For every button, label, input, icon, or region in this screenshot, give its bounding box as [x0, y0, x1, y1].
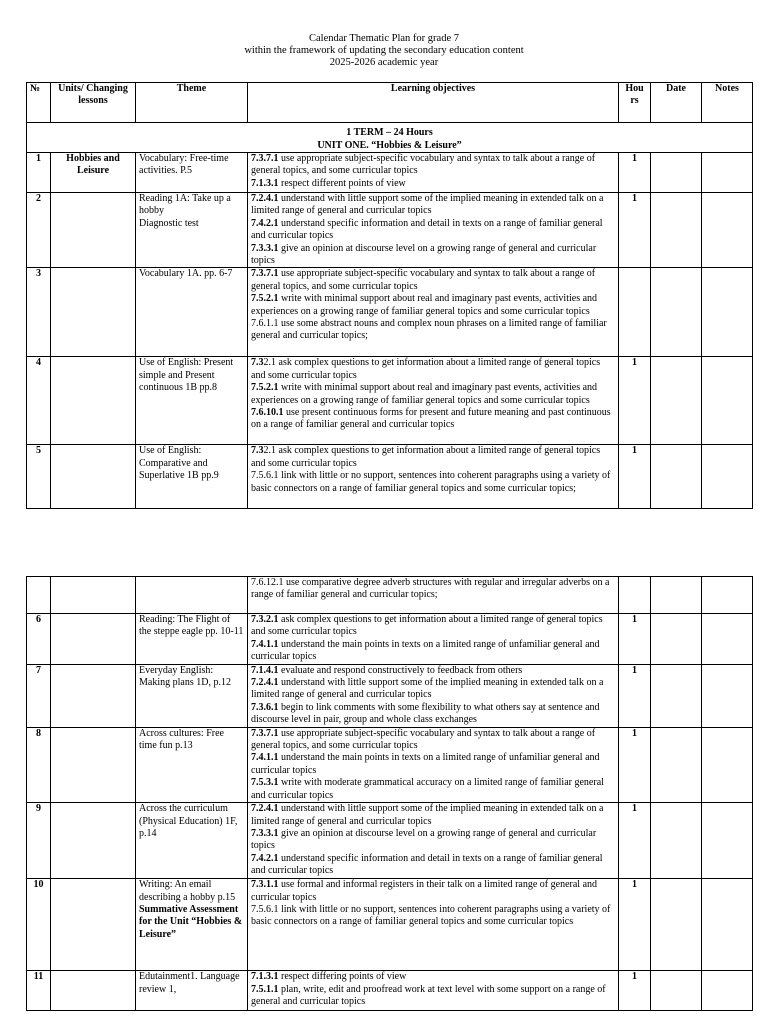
term-heading	[27, 123, 753, 153]
objective-item: 7.5.3.1 write with moderate grammatical accuracy on a limited range of familiar general and curricular topics	[251, 777, 604, 801]
theme-line: Everyday English: Making plans 1D, p.12	[139, 664, 231, 689]
lesson-number: 5	[27, 445, 51, 509]
theme-cell	[136, 445, 248, 509]
lesson-number: 8	[27, 727, 51, 802]
objective-item: 7.5.6.1 link with little or no support, sentences into coherent paragraphs using a variety of basic connectors on a range of familiar general topics and some curricular topics	[251, 903, 611, 928]
objective-item: 7.3.3.1 give an opinion at discourse level on a growing range of general and curricular topics	[251, 827, 597, 852]
objectives-cell	[248, 614, 619, 665]
col-header-notes: Notes	[702, 83, 753, 123]
table-row	[27, 153, 753, 193]
col-header-number: №	[27, 83, 51, 123]
theme-cell	[136, 803, 248, 879]
objectives-cell	[248, 357, 619, 445]
theme-cell	[136, 971, 248, 1011]
table-row	[27, 193, 753, 268]
notes-cell	[702, 879, 753, 971]
unit-cell	[51, 445, 136, 509]
objective-item: 7.2.4.1 understand with little support some of the implied meaning in extended talk on a limited range of general and curricular topics	[251, 193, 604, 217]
theme-cell	[136, 268, 248, 357]
lesson-number: 3	[27, 268, 51, 357]
table-row	[27, 971, 753, 1011]
title-line-2: within the framework of updating the secondary education content	[244, 45, 524, 56]
table-header-row	[27, 83, 753, 123]
unit-cell	[51, 268, 136, 357]
objectives-cell	[248, 971, 619, 1011]
theme-cell	[136, 357, 248, 445]
table-row	[27, 727, 753, 802]
date-cell	[651, 971, 702, 1011]
lesson-number: 11	[27, 971, 51, 1011]
objective-item: 7.3.2.1 ask complex questions to get information about a limited range of general topics and some curricular topics	[251, 614, 603, 638]
notes-cell	[702, 614, 753, 665]
objective-item: 7.3.7.1 use appropriate subject-specific vocabulary and syntax to talk about a range of general topics, and some curricular topics	[251, 268, 596, 292]
plan-table-page-2	[26, 576, 753, 1011]
table-row	[27, 879, 753, 971]
table-row	[27, 803, 753, 879]
objective-item: 7.1.3.1 respect different points of view	[251, 177, 406, 189]
notes-cell	[702, 971, 753, 1011]
unit-title: UNIT ONE. “Hobbies & Leisure”	[317, 140, 462, 151]
theme-cell	[136, 614, 248, 665]
table-row	[27, 445, 753, 509]
objective-item: 7.1.3.1 respect differing points of view	[251, 971, 407, 983]
hours-cell: 1	[619, 879, 651, 971]
objective-item: 7.2.4.1 understand with little support some of the implied meaning in extended talk on a limited range of general and curricular topics	[251, 803, 604, 827]
objective-item: 7.5.2.1 write with minimal support about real and imaginary past events, activities and experiences on a growing range of familiar general topics and some curricular topics	[251, 293, 598, 317]
theme-cell	[136, 664, 248, 727]
theme-line: Vocabulary 1A. pp. 6-7	[139, 268, 233, 280]
objective-item: 7.3.1.1 use formal and informal registers in their talk on a limited range of general and curricular topics	[251, 879, 598, 903]
notes-cell	[702, 664, 753, 727]
theme-line: Reading 1A: Take up a hobby	[139, 193, 231, 217]
date-cell	[651, 268, 702, 357]
theme-line: Reading: The Flight of the steppe eagle pp. 10-11	[139, 614, 244, 638]
objective-item: 7.5.1.1 plan, write, edit and proofread work at text level with some support on a range of general and curricular topics	[251, 983, 606, 1007]
theme-line: Diagnostic test	[139, 217, 199, 229]
table-row	[27, 664, 753, 727]
theme-line: Vocabulary: Free-time activities. P.5	[139, 153, 229, 177]
date-cell	[651, 153, 702, 193]
date-cell	[651, 357, 702, 445]
col-header-objectives: Learning objectives	[248, 83, 619, 123]
hours-cell: 1	[619, 193, 651, 268]
hours-cell: 1	[619, 614, 651, 665]
hours-cell: 1	[619, 445, 651, 509]
objectives-cell	[248, 153, 619, 193]
objectives-cell	[248, 803, 619, 879]
document-title	[0, 33, 768, 69]
unit-cell: Hobbies and Leisure	[51, 153, 136, 193]
unit-cell	[51, 971, 136, 1011]
objective-item: 7.3.7.1 use appropriate subject-specific vocabulary and syntax to talk about a range of general topics, and some curricular topics	[251, 727, 596, 752]
notes-cell	[702, 727, 753, 802]
objective-item: 7.5.2.1 write with minimal support about real and imaginary past events, activities and experiences on a growing range of familiar general topics and some curricular topics	[251, 382, 598, 406]
objective-item: 7.4.1.1 understand the main points in texts on a limited range of unfamiliar general and curricular topics	[251, 752, 600, 776]
lesson-number: 6	[27, 614, 51, 665]
objective-item: 7.1.4.1 evaluate and respond constructively to feedback from others	[251, 664, 523, 676]
hours-cell: 1	[619, 803, 651, 879]
objective-item: 7.6.1.1 use some abstract nouns and complex noun phrases on a limited range of familiar general and curricular topics;	[251, 318, 607, 342]
lesson-number: 9	[27, 803, 51, 879]
objectives-cell	[248, 879, 619, 971]
hours-cell: 1	[619, 153, 651, 193]
unit-cell	[51, 614, 136, 665]
objectives-cell	[248, 445, 619, 509]
date-cell	[651, 664, 702, 727]
objective-item: 7.3.6.1 begin to link comments with some flexibility to what others say at sentence and discourse level in pair, group and whole class exchanges	[251, 701, 600, 726]
notes-cell	[702, 803, 753, 879]
notes-cell	[702, 153, 753, 193]
col-header-hours: Hou rs	[619, 83, 651, 123]
theme-cell	[136, 727, 248, 802]
objectives-cell	[248, 664, 619, 727]
unit-cell	[51, 803, 136, 879]
objective-item: 7.4.2.1 understand specific information and detail in texts on a range of familiar general and curricular topics	[251, 852, 603, 877]
theme-line: Use of English: Comparative and Superlative 1B pp.9	[139, 445, 219, 482]
hours-cell: 1	[619, 357, 651, 445]
objective-item: 7.6.10.1 use present continuous forms for present and future meaning and past continuous on a range of familiar general and curricular topics	[251, 407, 611, 431]
term-row	[27, 123, 753, 153]
table-row	[27, 268, 753, 357]
unit-cell	[51, 727, 136, 802]
hours-cell: 1	[619, 971, 651, 1011]
lesson-number: 7	[27, 664, 51, 727]
continued-objective: 7.6.12.1 use comparative degree adverb structures with regular and irregular adverbs on a range of familiar general and curricular topics;	[248, 577, 619, 614]
col-header-date: Date	[651, 83, 702, 123]
table-row	[27, 357, 753, 445]
objectives-cell	[248, 193, 619, 268]
objective-item: 7.4.2.1 understand specific information and detail in texts on a range of familiar general and curricular topics	[251, 217, 603, 242]
theme-line: Writing: An email describing a hobby p.15	[139, 879, 236, 903]
objective-item: 7.4.1.1 understand the main points in texts on a limited range of unfamiliar general and curricular topics	[251, 638, 600, 663]
lesson-number: 4	[27, 357, 51, 445]
table-row	[27, 614, 753, 665]
lesson-number: 2	[27, 193, 51, 268]
date-cell	[651, 193, 702, 268]
lesson-number: 1	[27, 153, 51, 193]
hours-cell: 1	[619, 727, 651, 802]
date-cell	[651, 803, 702, 879]
theme-cell	[136, 193, 248, 268]
theme-line: Use of English: Present simple and Present continuous 1B pp.8	[139, 357, 234, 394]
date-cell	[651, 879, 702, 971]
col-header-theme: Theme	[136, 83, 248, 123]
term-title: 1 TERM – 24 Hours	[346, 127, 433, 138]
theme-line: Edutainment1. Language review 1,	[139, 971, 240, 995]
objective-item: 7.3.3.1 give an opinion at discourse level on a growing range of general and curricular topics	[251, 242, 597, 267]
theme-assessment: Summative Assessment for the Unit “Hobbies & Leisure”	[139, 903, 243, 940]
theme-cell	[136, 153, 248, 193]
notes-cell	[702, 357, 753, 445]
objective-item: 7.2.4.1 understand with little support some of the implied meaning in extended talk on a limited range of general and curricular topics	[251, 677, 604, 701]
title-line-1: Calendar Thematic Plan for grade 7	[309, 33, 459, 44]
date-cell	[651, 727, 702, 802]
objectives-cell	[248, 268, 619, 357]
title-line-3: 2025-2026 academic year	[329, 57, 439, 68]
hours-cell: 1	[619, 664, 651, 727]
objectives-cell	[248, 727, 619, 802]
objective-item: 7.3.7.1 use appropriate subject-specific vocabulary and syntax to talk about a range of general topics, and some curricular topics	[251, 153, 596, 177]
lesson-number: 10	[27, 879, 51, 971]
theme-line: Across the curriculum (Physical Education) 1F, p.14	[139, 803, 238, 839]
unit-cell	[51, 193, 136, 268]
date-cell	[651, 614, 702, 665]
notes-cell	[702, 268, 753, 357]
unit-cell	[51, 879, 136, 971]
objective-item: 7.32.1 ask complex questions to get information about a limited range of general topics and some curricular topics	[251, 357, 601, 381]
continued-row	[27, 577, 753, 614]
unit-cell	[51, 664, 136, 727]
objective-item: 7.5.6.1 link with little or no support, sentences into coherent paragraphs using a variety of basic connectors on a range of familiar general topics and some curricular topics;	[251, 470, 611, 494]
theme-cell	[136, 879, 248, 971]
hours-cell	[619, 268, 651, 357]
col-header-units: Units/ Changing lessons	[51, 83, 136, 123]
theme-line: Across cultures: Free time fun p.13	[139, 727, 224, 752]
date-cell	[651, 445, 702, 509]
unit-cell	[51, 357, 136, 445]
objective-item: 7.32.1 ask complex questions to get information about a limited range of general topics and some curricular topics	[251, 445, 601, 469]
plan-table-page-1	[26, 82, 753, 509]
notes-cell	[702, 193, 753, 268]
notes-cell	[702, 445, 753, 509]
